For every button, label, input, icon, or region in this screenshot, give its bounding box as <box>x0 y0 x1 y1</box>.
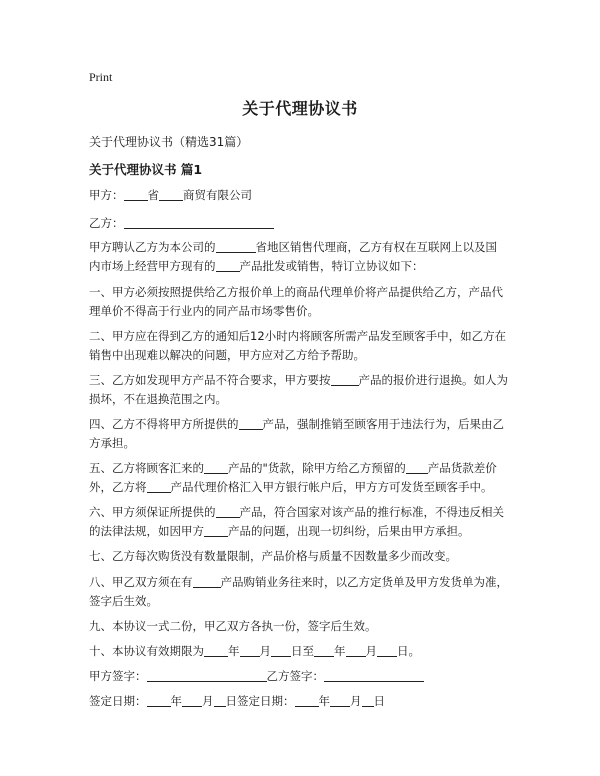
document-subtitle: 关于代理协议书（精选31篇） <box>89 135 249 149</box>
clause-3-line-1 <box>89 371 519 390</box>
clause-10-line-1 <box>89 642 519 661</box>
text: 产品的问题，出现一切纠纷，后果由甲方承担。 <box>228 524 470 538</box>
text: 日至 <box>291 644 314 658</box>
blank <box>193 574 221 588</box>
intro-line-1 <box>89 238 519 257</box>
party-a-label: 甲方： <box>89 188 124 202</box>
clause-5-line-1 <box>89 459 519 478</box>
party-b-signature-blank <box>324 668 424 682</box>
text: 十、本协议有效期限为 <box>89 644 204 658</box>
party-a-company: 商贸有限公司 <box>183 188 252 202</box>
blank <box>239 416 263 430</box>
blank <box>331 372 359 386</box>
text: 三、乙方如发现甲方产品不符合要求，甲方要按 <box>89 373 331 387</box>
party-a-signature-blank <box>147 668 267 682</box>
blank <box>159 187 183 201</box>
text: 产品，强制推销至顾客用于违法行为，后果由乙 <box>262 417 504 431</box>
clause-3-line-2: 损坏，不在退换范围之内。 <box>89 392 227 406</box>
text: 日 <box>373 694 385 708</box>
party-b-signature-label: 乙方签字： <box>266 669 324 683</box>
clause-1-line-1: 一、甲方必须按照提供给乙方报价单上的商品代理单价将产品提供给乙方，产品代 <box>89 285 503 299</box>
text: 年 <box>318 694 330 708</box>
text: 产品代理价格汇入甲方银行帐户后，甲方方可发货至顾客手中。 <box>170 480 493 494</box>
blank <box>204 643 228 657</box>
clause-5-line-2 <box>89 478 519 497</box>
text: 四、乙方不得将甲方所提供的 <box>89 417 239 431</box>
blank <box>124 215 274 229</box>
blank <box>182 693 202 707</box>
clause-4-line-2: 方承担。 <box>89 436 135 450</box>
text: 产品的"货款，除甲方给乙方预留的 <box>228 461 406 475</box>
party-a-province: 省 <box>147 188 159 202</box>
blank <box>377 643 397 657</box>
party-b-label: 乙方： <box>89 216 124 230</box>
blank <box>216 504 240 518</box>
text: 产品货款差价 <box>427 461 497 475</box>
blank <box>124 187 148 201</box>
intro-line-2 <box>89 257 519 276</box>
party-a-line <box>89 186 519 205</box>
clause-7-line-1: 七、乙方每次购货没有数量限制，产品价格与质量不因数量多少而改变。 <box>89 549 457 563</box>
blank <box>362 693 374 707</box>
text: 甲方聘认乙方为本公司的 <box>89 240 216 254</box>
text: 年 <box>334 644 346 658</box>
sign-date-line <box>89 692 519 711</box>
blank <box>346 643 366 657</box>
sign-date-label: 签定日期： <box>237 694 295 708</box>
section-title: 关于代理协议书 篇1 <box>89 162 203 177</box>
text: 月 <box>350 694 362 708</box>
text: 月 <box>259 644 271 658</box>
text: 年 <box>228 644 240 658</box>
text: 产品，符合国家对该产品的推行标准，不得违反相关 <box>239 505 504 519</box>
text: 日。 <box>397 644 420 658</box>
party-b-line <box>89 214 519 233</box>
text: 五、乙方将顾客汇来的 <box>89 461 204 475</box>
text: 产品的报价进行退换。如人为 <box>358 373 508 387</box>
text: 外，乙方将 <box>89 480 147 494</box>
document-title: 关于代理协议书 <box>242 99 358 118</box>
clause-6-line-2 <box>89 522 519 541</box>
blank <box>214 693 226 707</box>
sign-date-label: 签定日期： <box>89 694 147 708</box>
blank <box>330 693 350 707</box>
text: 产品批发或销售，特订立协议如下： <box>239 259 424 273</box>
clause-8-line-1 <box>89 573 519 592</box>
text: 年 <box>170 694 182 708</box>
blank <box>216 258 240 272</box>
clause-9-line-1: 九、本协议一式二份，甲乙双方各执一份，签字后生效。 <box>89 619 377 633</box>
text: 月 <box>365 644 377 658</box>
print-label: Print <box>89 70 113 84</box>
blank <box>240 643 260 657</box>
blank <box>406 460 428 474</box>
blank <box>204 523 228 537</box>
text: 省地区销售代理商，乙方有权在互联网上以及国 <box>255 240 497 254</box>
text: 内市场上经营甲方现有的 <box>89 259 216 273</box>
text: 月 <box>202 694 214 708</box>
blank <box>147 479 171 493</box>
clause-6-line-1 <box>89 503 519 522</box>
blank <box>204 460 228 474</box>
blank <box>216 239 256 253</box>
text: 的法律法规，如因甲方 <box>89 524 204 538</box>
blank <box>314 643 334 657</box>
clause-2-line-2: 销售中出现难以解决的问题，甲方应对乙方给予帮助。 <box>89 348 365 362</box>
clause-1-line-2: 理单价不得高于行业内的同产品市场零售价。 <box>89 304 319 318</box>
clause-8-line-2: 签字后生效。 <box>89 594 158 608</box>
blank <box>295 693 319 707</box>
party-a-signature-label: 甲方签字： <box>89 669 147 683</box>
text: 产品购销业务往来时，以乙方定货单及甲方发货单为准， <box>220 575 508 589</box>
text: 八、甲乙双方须在有 <box>89 575 193 589</box>
clause-4-line-1 <box>89 415 519 434</box>
blank <box>271 643 291 657</box>
signature-line <box>89 667 519 686</box>
clause-2-line-1: 二、甲方应在得到乙方的通知后12小时内将顾客所需产品发至顾客手中，如乙方在 <box>89 329 507 343</box>
text: 六、甲方须保证所提供的 <box>89 505 216 519</box>
blank <box>147 693 171 707</box>
text: 日 <box>225 694 237 708</box>
